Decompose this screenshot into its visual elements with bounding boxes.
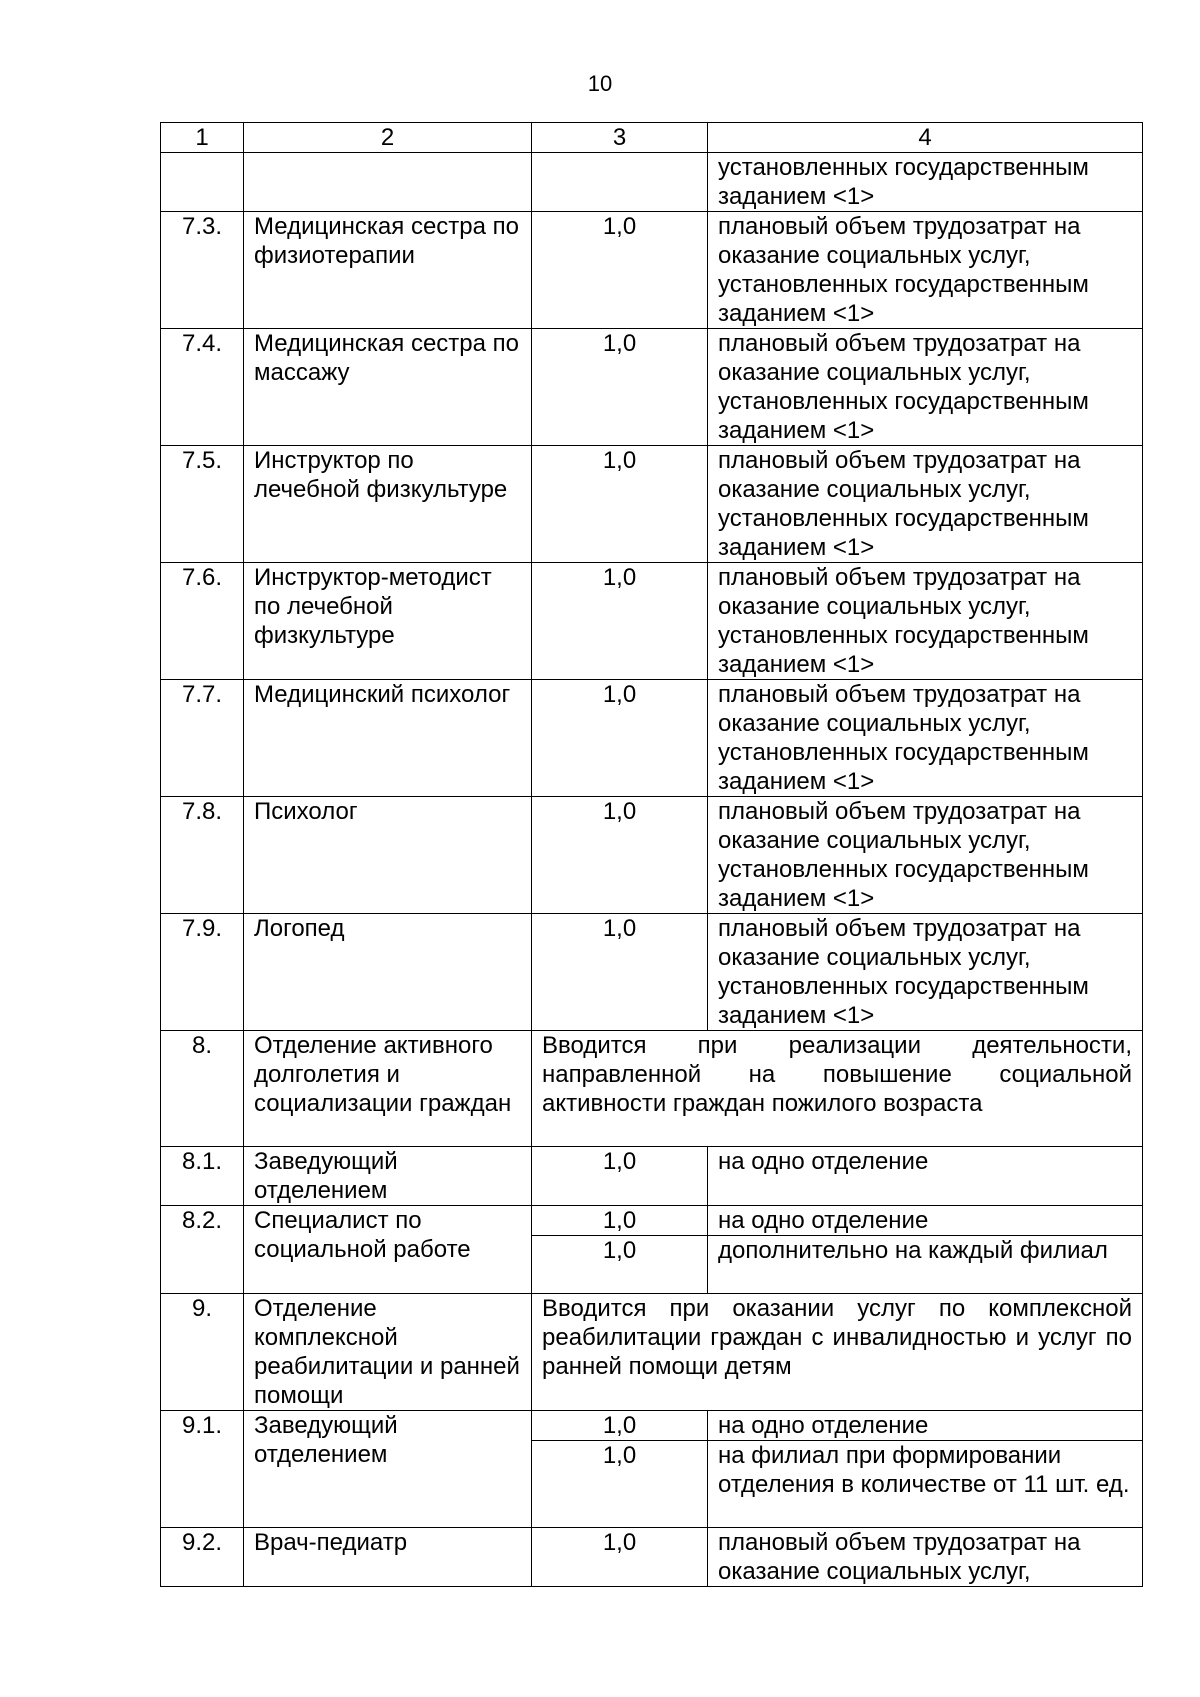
row-note: плановый объем трудозатрат на оказание социальных услуг, установленных государственным заданием <1> — [708, 563, 1143, 680]
row-title: Заведующий отделением — [244, 1147, 532, 1206]
header-cell: 4 — [708, 123, 1143, 153]
row-rate: 1,0 — [532, 1147, 708, 1206]
row-rate: 1,0 — [532, 446, 708, 563]
row-number: 9.1. — [161, 1411, 244, 1528]
row-note: на филиал при формировании отделения в количестве от 11 шт. ед. — [708, 1441, 1143, 1528]
row-number: 7.9. — [161, 914, 244, 1031]
row-note: на одно отделение — [708, 1411, 1143, 1441]
row-title: Специалист по социальной работе — [244, 1206, 532, 1294]
section-intro: Вводится при реализации деятельности, направленной на повышение социальной активности граждан пожилого возраста — [532, 1031, 1143, 1147]
row-number — [161, 153, 244, 212]
row-note: плановый объем трудозатрат на оказание социальных услуг, установленных государственным заданием <1> — [708, 446, 1143, 563]
table-row — [161, 1411, 1143, 1441]
section-number: 9. — [161, 1294, 244, 1411]
table-row — [161, 329, 1143, 446]
row-rate: 1,0 — [532, 212, 708, 329]
row-rate: 1,0 — [532, 914, 708, 1031]
table-row — [161, 563, 1143, 680]
row-rate: 1,0 — [532, 563, 708, 680]
table-row — [161, 1147, 1143, 1206]
row-number: 7.4. — [161, 329, 244, 446]
row-number: 7.3. — [161, 212, 244, 329]
row-rate: 1,0 — [532, 1206, 708, 1236]
row-note: плановый объем трудозатрат на оказание социальных услуг, установленных государственным заданием <1> — [708, 914, 1143, 1031]
page-number: 10 — [587, 71, 613, 96]
section-intro: Вводится при оказании услуг по комплексной реабилитации граждан с инвалидностью и услуг по ранней помощи детям — [532, 1294, 1143, 1411]
row-note: плановый объем трудозатрат на оказание социальных услуг, установленных государственным заданием <1> — [708, 212, 1143, 329]
header-cell: 1 — [161, 123, 244, 153]
row-note: дополнительно на каждый филиал — [708, 1236, 1143, 1294]
row-number: 8.1. — [161, 1147, 244, 1206]
row-title: Заведующий отделением — [244, 1411, 532, 1528]
row-title: Инструктор-методист по лечебной физкультуре — [244, 563, 532, 680]
row-note: установленных государственным заданием <1> — [708, 153, 1143, 212]
row-title: Логопед — [244, 914, 532, 1031]
table-row — [161, 1206, 1143, 1236]
row-rate: 1,0 — [532, 1441, 708, 1528]
row-number: 7.6. — [161, 563, 244, 680]
row-note: плановый объем трудозатрат на оказание социальных услуг, установленных государственным заданием <1> — [708, 680, 1143, 797]
row-rate: 1,0 — [532, 797, 708, 914]
section-title: Отделение комплексной реабилитации и ранней помощи — [244, 1294, 532, 1411]
header-cell: 3 — [532, 123, 708, 153]
row-number: 8.2. — [161, 1206, 244, 1294]
row-rate: 1,0 — [532, 1411, 708, 1441]
table-row — [161, 914, 1143, 1031]
table-row — [161, 797, 1143, 914]
section-number: 8. — [161, 1031, 244, 1147]
row-note: плановый объем трудозатрат на оказание социальных услуг, установленных государственным заданием <1> — [708, 329, 1143, 446]
row-title: Инструктор по лечебной физкультуре — [244, 446, 532, 563]
row-rate: 1,0 — [532, 1236, 708, 1294]
row-number: 7.7. — [161, 680, 244, 797]
header-cell: 2 — [244, 123, 532, 153]
table-row — [161, 680, 1143, 797]
table-row — [161, 446, 1143, 563]
row-number: 9.2. — [161, 1528, 244, 1587]
row-title — [244, 153, 532, 212]
row-title: Медицинская сестра по физиотерапии — [244, 212, 532, 329]
table-row — [161, 212, 1143, 329]
table-header-row — [161, 123, 1143, 153]
row-title: Психолог — [244, 797, 532, 914]
row-title: Медицинская сестра по массажу — [244, 329, 532, 446]
row-number: 7.8. — [161, 797, 244, 914]
staffing-table — [160, 122, 1143, 1587]
row-rate: 1,0 — [532, 680, 708, 797]
table-row — [161, 1528, 1143, 1587]
table-row — [161, 153, 1143, 212]
row-title: Врач-педиатр — [244, 1528, 532, 1587]
section-row — [161, 1031, 1143, 1147]
row-note: плановый объем трудозатрат на оказание социальных услуг, установленных государственным заданием <1> — [708, 797, 1143, 914]
row-note: на одно отделение — [708, 1206, 1143, 1236]
row-rate: 1,0 — [532, 329, 708, 446]
row-title: Медицинский психолог — [244, 680, 532, 797]
row-note: плановый объем трудозатрат на оказание социальных услуг, — [708, 1528, 1143, 1587]
row-rate: 1,0 — [532, 1528, 708, 1587]
row-rate — [532, 153, 708, 212]
section-title: Отделение активного долголетия и социализации граждан — [244, 1031, 532, 1147]
section-row — [161, 1294, 1143, 1411]
row-number: 7.5. — [161, 446, 244, 563]
row-note: на одно отделение — [708, 1147, 1143, 1206]
